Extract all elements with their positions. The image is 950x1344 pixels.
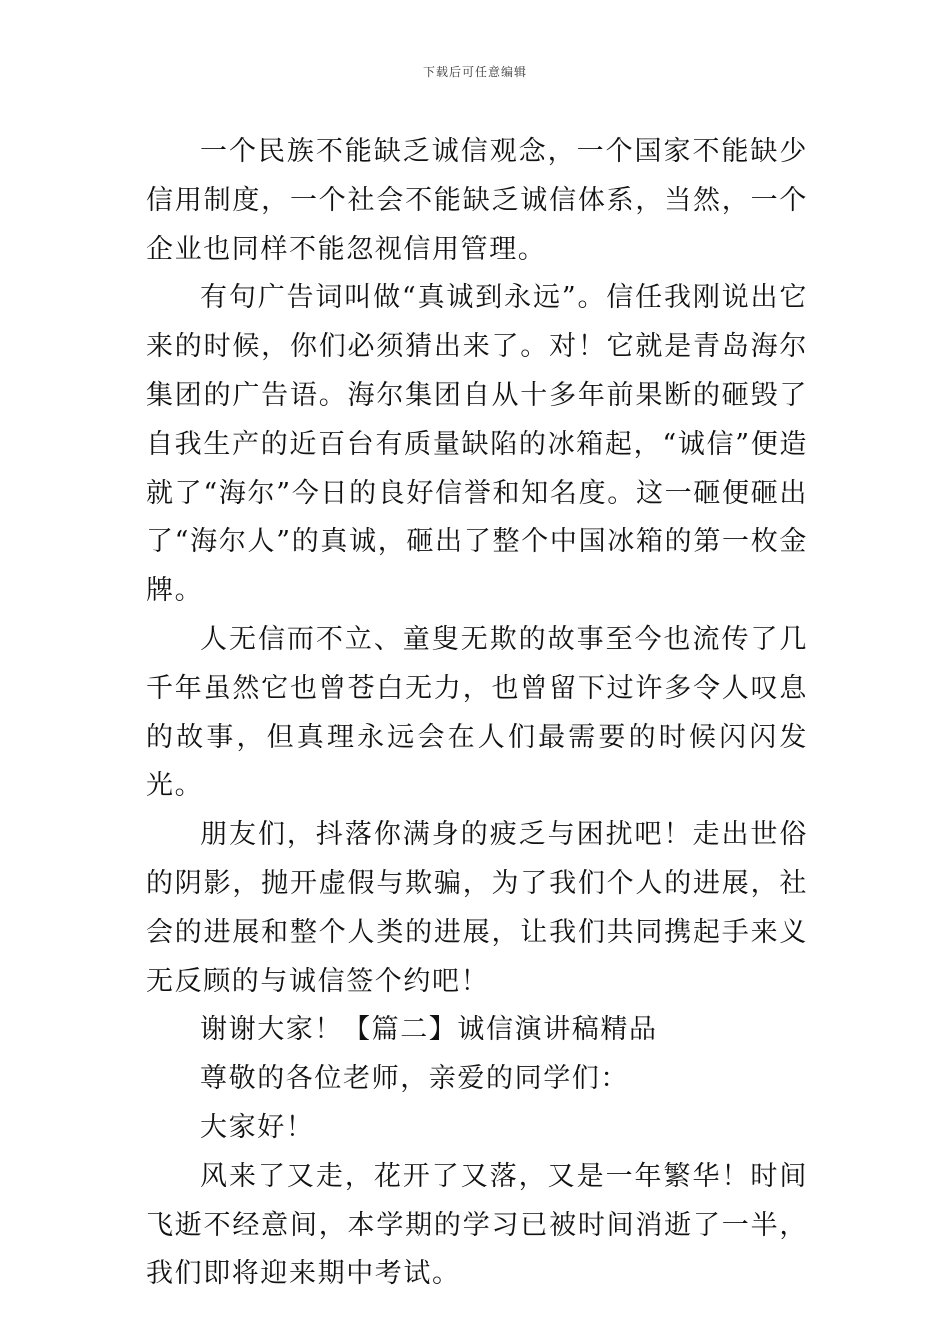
paragraph: 风来了又走，花开了又落，又是一年繁华！时间飞逝不经意间，本学期的学习已被时间消逝了一半，我们即将迎来期中考试。 (146, 1160, 808, 1290)
paragraph: 大家好！ (200, 1111, 315, 1143)
paragraph: 朋友们，抖落你满身的疲乏与困扰吧！走出世俗的阴影，抛开虚假与欺骗，为了我们个人的进展，社会的进展和整个人类的进展，让我们共同携起手来义无反顾的与诚信签个约吧！ (146, 819, 808, 997)
paragraph: 有句广告词叫做“真诚到永远”。信任我刚说出它来的时候，你们必须猜出来了。对！它就是青岛海尔集团的广告语。海尔集团自从十多年前果断的砸毁了自我生产的近百台有质量缺陷的冰箱起，“诚信”便造就了“海尔”今日的良好信誉和知名度。这一砸便砸出了“海尔人”的真诚，砸出了整个中国冰箱的第一枚金牌。 (146, 282, 808, 607)
header-note: 下载后可任意编辑 (422, 65, 527, 79)
paragraph: 谢谢大家！【篇二】诚信演讲稿精品 (200, 1014, 658, 1046)
paragraph: 一个民族不能缺乏诚信观念，一个国家不能缺少信用制度，一个社会不能缺乏诚信体系，当然，一个企业也同样不能忽视信用管理。 (146, 136, 808, 265)
paragraph: 人无信而不立、童叟无欺的故事至今也流传了几千年虽然它也曾苍白无力，也曾留下过许多令人叹息的故事，但真理永远会在人们最需要的时候闪闪发光。 (146, 623, 808, 802)
paragraph: 尊敬的各位老师，亲爱的同学们： (200, 1063, 629, 1095)
document-body (146, 128, 808, 1299)
